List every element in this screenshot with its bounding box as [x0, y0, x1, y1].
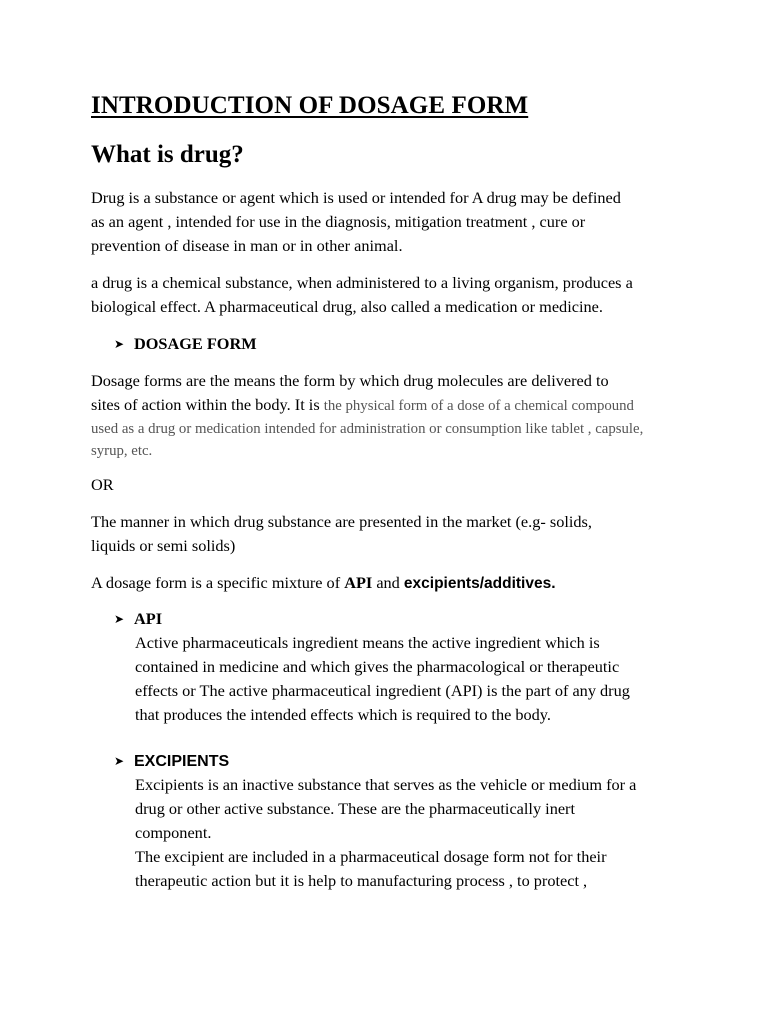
paragraph-specific-mixture — [91, 571, 556, 596]
paragraph-api — [135, 631, 630, 727]
text-line: liquids or semi solids) — [91, 536, 236, 555]
bullet-dosage-form — [114, 332, 257, 356]
text-line: Excipients is an inactive substance that serves as the vehicle or medium for a — [135, 775, 637, 794]
text-line: The manner in which drug substance are presented in the market (e.g- solids, — [91, 512, 592, 531]
text-run: A dosage form is a specific mixture of — [91, 573, 345, 592]
paragraph-chemical-substance — [91, 271, 633, 319]
paragraph-excipients — [135, 773, 636, 893]
text-run: and — [372, 573, 404, 592]
text-line: that produces the intended effects which is required to the body. — [135, 705, 551, 724]
text-line: Drug is a substance or agent which is used or intended for A drug may be defined — [91, 188, 621, 207]
text-line: Active pharmaceuticals ingredient means the active ingredient which is — [135, 633, 600, 652]
bullet-heading-excipients: EXCIPIENTS — [134, 753, 230, 770]
section-heading-what-is-drug: What is drug? — [91, 141, 244, 168]
document-title: INTRODUCTION OF DOSAGE FORM — [91, 92, 529, 119]
text-line: effects or The active pharmaceutical ingredient (API) is the part of any drug — [135, 681, 630, 700]
paragraph-dosage-forms — [91, 369, 643, 462]
paragraph-drug-definition — [91, 186, 621, 258]
paragraph-manner — [91, 510, 592, 558]
text-run-api: API — [344, 573, 373, 592]
arrow-bullet-icon: ➤ — [114, 612, 125, 626]
text-line: a drug is a chemical substance, when administered to a living organism, produces a — [91, 273, 633, 292]
text-line: The excipient are included in a pharmaceutical dosage form not for their — [135, 847, 607, 866]
text-line: Dosage forms are the means the form by which drug molecules are delivered to — [91, 371, 609, 390]
text-line: as an agent , intended for use in the diagnosis, mitigation treatment , cure or — [91, 212, 586, 231]
arrow-bullet-icon: ➤ — [114, 337, 125, 351]
text-line: syrup, etc. — [91, 443, 153, 459]
text-run-excipients: excipients/additives. — [403, 575, 556, 592]
text-run-gray: the physical form of a dose of a chemical compound — [323, 398, 634, 414]
text-line: component. — [135, 823, 212, 842]
text-line: used as a drug or medication intended for administration or consumption like tablet , capsule, — [91, 421, 644, 437]
bullet-api — [114, 607, 162, 631]
text-line: prevention of disease in man or in other animal. — [91, 236, 403, 255]
text-line: drug or other active substance. These are the pharmaceutically inert — [135, 799, 576, 818]
text-line: contained in medicine and which gives the pharmacological or therapeutic — [135, 657, 620, 676]
text-line: therapeutic action but it is help to manufacturing process , to protect , — [135, 871, 588, 890]
bullet-heading-api: API — [134, 609, 163, 628]
text-run: sites of action within the body. It is — [91, 395, 324, 414]
bullet-heading-dosage-form: DOSAGE FORM — [134, 334, 257, 353]
text-line — [91, 393, 643, 418]
bullet-excipients — [114, 749, 229, 774]
paragraph-or: OR — [91, 475, 114, 494]
text-line: biological effect. A pharmaceutical drug, also called a medication or medicine. — [91, 297, 603, 316]
arrow-bullet-icon: ➤ — [114, 754, 125, 768]
